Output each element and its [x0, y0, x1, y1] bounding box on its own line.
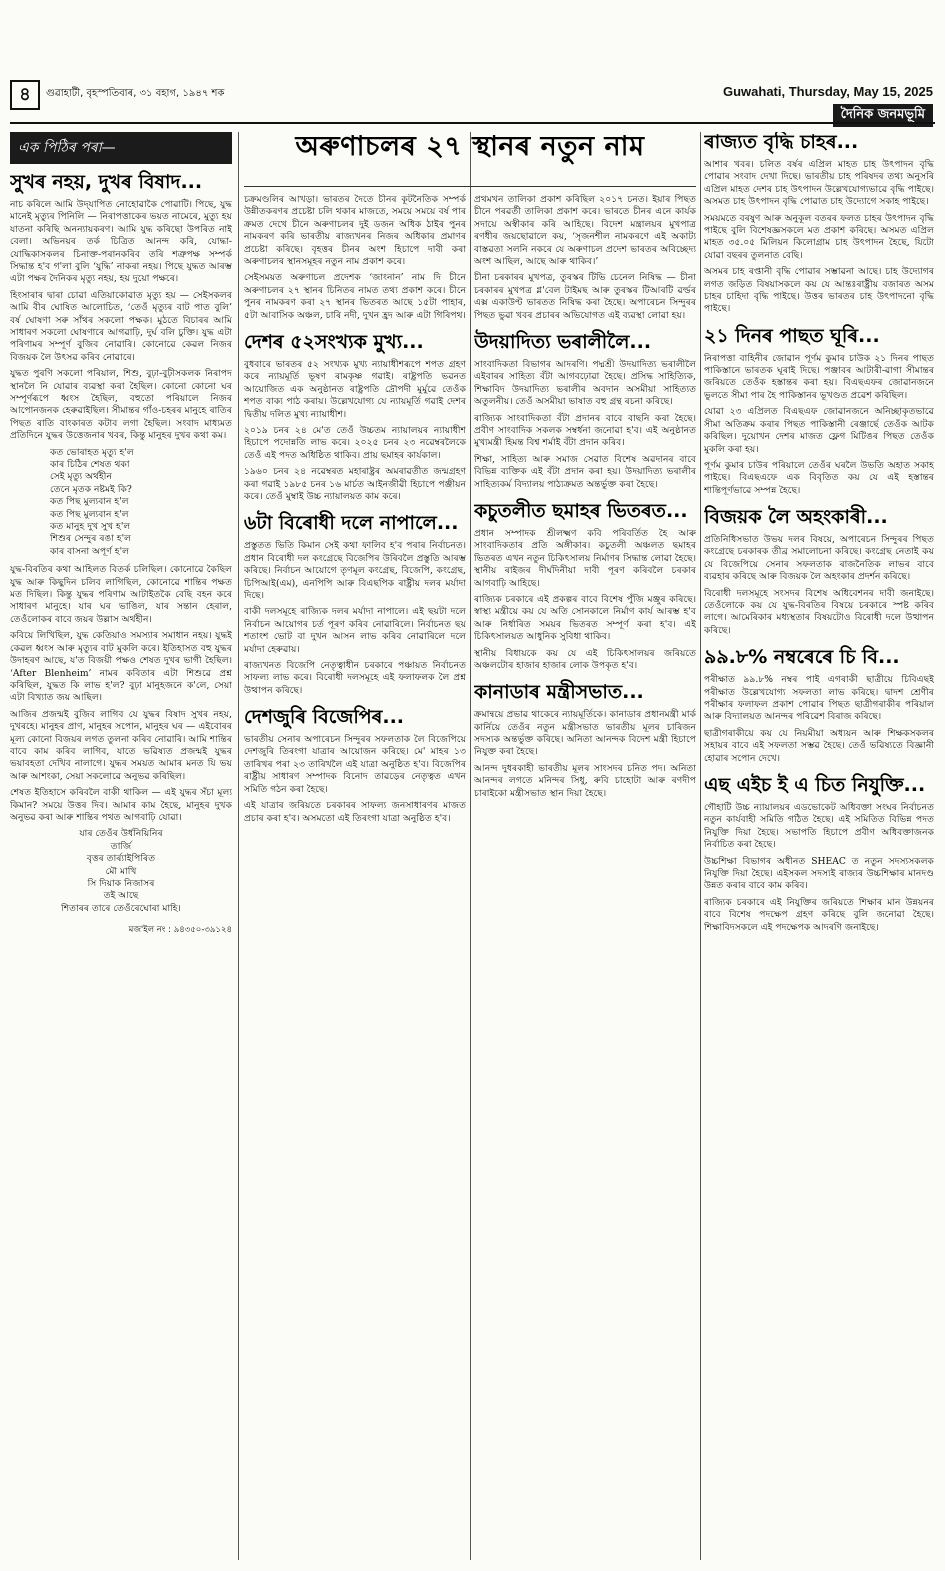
article-headline: দেশৰ ৫২সংখ্যক মুখ্য... — [244, 331, 424, 354]
article-paragraph: যুদ্ধত পুৰণি সকলো পৰিয়াল, শিশু, বুঢ়া-বুঢ়ীসকলক নিৰাপদ স্থানলৈ নি যোৱাৰ ব্যৱস্থা কৰা হৈছিল। কোনো কোনো ঘৰ সম্পূৰ্ণৰূপে ধ্বংস হৈছিল, বহুতো পৰিয়ালে নিজৰ আপোনজনক হেৰুৱাইছিল। সীমান্তৰ গাঁও-চহৰৰ মানুহে ৰাতিৰ পিছত ৰাতি বাংকাৰত কটাব লগা হৈছিল। সংবাদ মাধ্যমত প্ৰতিদিনে যুদ্ধৰ উত্তেজনাৰ খবৰ, কিন্তু মানুহৰ দুখৰ কথা কম। — [10, 368, 232, 442]
story-kachutali — [474, 501, 696, 672]
article-paragraph: সময়মতে বৰষুণ আৰু অনুকূল বতৰৰ ফলত চাহৰ উৎপাদন বৃদ্ধি পাইছে বুলি বিশেষজ্ঞসকলে মত প্ৰকাশ কৰিছে। অসমত এপ্ৰিল মাহত ৩৫.০৫ মিলিয়ন কিলোগ্ৰাম চাহ উৎপাদন হৈছে, যিটো যোৱা বছৰৰ তুলনাত বেছি। — [704, 212, 934, 261]
column-divider — [238, 132, 239, 1560]
article-headline: ২১ দিনৰ পাছত ঘূৰি... — [704, 324, 880, 347]
assamese-dateline: গুৱাহাটী, বৃহস্পতিবাৰ, ৩১ বহাগ, ১৯৪৭ শক — [46, 88, 225, 99]
article-headline: ৯৯.৮% নম্বৰেৰে চি বি... — [704, 646, 900, 669]
article-paragraph: হিংসাৰাৰ দ্বাৰা চোৱা এতিয়াকোৱাত মৃত্যু হয় — সেইসকলৰ আমি বীৰ ঘোষিত আলোচিত, ‘তেওঁ মৃত্যুৰ বাট পাত বুলি’ বৰ্ষ ঘোষণা সৰু সাঁথৰ সকলো পক্ষক। মুঠতে বিচাৰৰ আমি সাধাৰণ সকলো ঘোষণাৰে আগৱাঢ়ি, দুৰ্ঘ বলি চুক্তি। যুদ্ধ এটা পৰিণামৰ সম্পূৰ্ণ বুজিব নোৱাৰি। কোনোৱে কেৱল নিজৰ বিজয়ক লৈ উৎসৱ কৰিব নোৱাৰে। — [10, 289, 232, 363]
signature-line: সি দিয়াক নিজাসৰ — [87, 878, 155, 890]
article-paragraph: চীনা চৰকাৰৰ মুখপত্ৰ, তুৰস্কৰ টিভি চেনেল নিষিদ্ধ — চীনা চৰকাৰৰ মুখপত্ৰ গ্ল'বেল টাইমছ আৰু তুৰস্কৰ টিআৰটি ৱৰ্ল্ডৰ এক্স একাউণ্ট ভাৰতত নিষিদ্ধ কৰা হৈছে। অপাৰেচন সিন্দুৰৰ পিছত ভুৱা খবৰ প্ৰচাৰৰ অভিযোগত এই ব্যৱস্থা লোৱা হয়। — [474, 272, 696, 321]
story-bjp-nationwide — [244, 707, 466, 825]
article-paragraph: বুধবাৰে ভাৰতৰ ৫২ সংখ্যক মুখ্য ন্যায়াধীশৰূপে শপত গ্ৰহণ কৰে ন্যায়মূৰ্তি ভূষণ ৰামকৃষ্ণ গৱাই। ৰাষ্ট্ৰপতি ভৱনত আয়োজিত এক অনুষ্ঠানত ৰাষ্ট্ৰপতি দ্ৰৌপদী মুৰ্মুৱে তেওঁক শপত বাক্য পাঠ কৰায়। উল্লেখযোগ্য যে ন্যায়মূৰ্তি গৱাই দেশৰ দ্বিতীয় দলিত মুখ্য ন্যায়াধীশ। — [244, 358, 466, 420]
lead-headline-block — [244, 132, 696, 186]
signature-block — [10, 828, 232, 915]
article-paragraph: শেষত ইতিহাসে কৰিবলৈ বাকী থাকিল — এই যুদ্ধৰ সঁচা মূল্য কিমান? সময়ে উত্তৰ দিব। আমাৰ কাম হৈছে, মানুহৰ দুখক অনুভৱ কৰা আৰু শান্তিৰ পথত আগবাঢ়ি যোৱা। — [10, 787, 232, 823]
signature-line: শিতাৰৰ তাৰে তেওঁৰেঘোৰা মাহি। — [61, 902, 181, 914]
article-paragraph: ক্ৰমান্বয়ে প্ৰভাৱ থাকেৰে ন্যায়মূৰ্তিকে। কানাডাৰ প্ৰধানমন্ত্ৰী মাৰ্ক কাৰ্নিয়ে তেওঁৰ নতুন মন্ত্ৰীসভাত ভাৰতীয় মূলৰ চাৰিজন সদস্যক অন্তৰ্ভুক্ত কৰিছে। অনিতা আনন্দক বিদেশ মন্ত্ৰী হিচাপে নিযুক্ত কৰা হৈছে। — [474, 709, 696, 758]
article-paragraph: পৰীক্ষাত ৯৯.৮% নম্বৰ পাই এগৰাকী ছাত্ৰীয়ে চিবিএছই পৰীক্ষাত উল্লেখযোগ্য সফলতা লাভ কৰিছে। দ্বাদশ শ্ৰেণীৰ পৰীক্ষাৰ ফলাফল প্ৰকাশ পোৱাৰ পিছত ছাত্ৰীগৰাকীৰ পৰিয়াল আৰু বিদ্যালয়ত আনন্দৰ পৰিৱেশ বিৰাজ কৰিছে। — [704, 674, 934, 723]
article-paragraph: ভাৰতীয় সেনাৰ অপাৰেচন সিন্দুৰৰ সফলতাক লৈ বিজেপিয়ে দেশজুৰি তিৰংগা যাত্ৰাৰ আয়োজন কৰিছে। মে' মাহৰ ১৩ তাৰিখৰ পৰা ২৩ তাৰিখলৈ এই যাত্ৰা অনুষ্ঠিত হ'ব। বিজেপিৰ ৰাষ্ট্ৰীয় সাধাৰণ সম্পাদক বিনোদ তাৱড়েৰ নেতৃত্বত এখন সমিতি গঠন কৰা হৈছে। — [244, 734, 466, 795]
article-headline: বিজয়ক লৈ অহংকাৰী... — [704, 506, 888, 529]
article-paragraph: কবিয়ে লিখিছিল, যুদ্ধ কেতিয়াও সমস্যাৰ সমাধান নহয়। যুদ্ধই কেৱল ধ্বংস আৰু মৃত্যুৰ বাট মুকলি কৰে। ইতিহাসত বহু যুদ্ধৰ উদাহৰণ আছে, য'ত বিজয়ী পক্ষও শেষত দুখৰ ভাগী হৈছিল। ‘After Blenheim’ নামৰ কবিতাৰ এটা শিশুৱে প্ৰশ্ন কৰিছিল, যুদ্ধত কি লাভ হ'ল? বুঢ়া মানুহজনে ক'লে, সেয়া এটা বিখ্যাত জয় আছিল। — [10, 630, 232, 704]
lead-story-continued — [474, 194, 696, 322]
article-paragraph: ৰাজ্যিক চৰকাৰে এই নিযুক্তিৰ জৰিয়তে শিক্ষাৰ মান উন্নয়নৰ বাবে বিশেষ পদক্ষেপ গ্ৰহণ কৰিছে বুলি জনোৱা হৈছে। শিক্ষাবিদসকলে এই পদক্ষেপক আদৰণি জনাইছে। — [704, 896, 934, 933]
poem-block — [10, 447, 232, 559]
article-paragraph: আনন্দ দুধৰকাহী ভাৰতীয় মূলৰ সাংসদৰ চনিত পদ। অনিতা আনন্দৰ লগতে মনিন্দৰ সিধু, ৰুবি চাহোটা আৰু ৰণদীপ চাৰাইকো মন্ত্ৰীসভাত স্থান দিয়া হৈছে। — [474, 762, 696, 799]
lead-rule — [244, 186, 696, 187]
article-paragraph: ৰাজ্যিক চৰকাৰে এই প্ৰকল্পৰ বাবে বিশেষ পুঁজি মঞ্জুৰ কৰিছে। স্বাস্থ্য মন্ত্ৰীয়ে কয় যে অতি সোনকালে নিৰ্মাণ কাৰ্য আৰম্ভ হ'ব আৰু নিৰ্ধাৰিত সময়ৰ ভিতৰত সম্পূৰ্ণ কৰা হ'ব। এই চিকিৎসালয়ত আধুনিক সুবিধা থাকিব। — [474, 593, 696, 643]
poem-line: কত ভোৰাহত মৃত্যু হ'ল — [50, 446, 134, 458]
article-headline: ৰাজ্যত বৃদ্ধি চাহৰ... — [704, 132, 859, 153]
column-divider — [700, 132, 701, 1560]
article-paragraph: ছাত্ৰীগৰাকীয়ে কয় যে নিয়মীয়া অধ্যয়ন আৰু শিক্ষকসকলৰ সহায়ৰ বাবে এই সফলতা সম্ভৱ হৈছে। তেওঁ ভৱিষ্যতে বিজ্ঞানী হোৱাৰ সপোন দেখে। — [704, 727, 934, 764]
continued-label: এক পিঠিৰ পৰা— — [10, 132, 232, 164]
signature-line: বৃত্তৰ তাৰ্ৰ্যাইপিৰিত — [86, 853, 156, 865]
poem-line: সেই মৃত্যু অৰ্থহীন — [50, 471, 112, 483]
story-opposition-parties — [244, 513, 466, 697]
article-paragraph: শিক্ষা, সাহিত্য আৰু সমাজ সেৱাত বিশেষ অৱদানৰ বাবে বিভিন্ন ব্যক্তিক এই বঁটা প্ৰদান কৰা হয়। উদয়াদিত্য ভৰালীৰ সাহিত্যকৰ্ম বিদ্যালয় পাঠ্যক্ৰমত অন্তৰ্ভুক্ত কৰা হৈছে। — [474, 453, 696, 490]
poem-line: তেনে মৃতক নষ্টমই কি? — [50, 483, 132, 495]
article-headline: দেশজুৰি বিজেপিৰ... — [244, 706, 405, 729]
article-paragraph: ২০১৯ চনৰ ২৪ মে'ত তেওঁ উচ্চতম ন্যায়ালয়ৰ ন্যায়াধীশ হিচাপে পদোন্নতি লাভ কৰে। ২০২৫ চনৰ ২৩ নৱেম্বৰলৈকে তেওঁ এই পদত অধিষ্ঠিত থাকিব। প্ৰায় ছমাহৰ কাৰ্যকাল। — [244, 424, 466, 461]
article-paragraph: আজিৰ প্ৰজন্মই বুজিব লাগিব যে যুদ্ধৰ বিষাদ সুখৰ নহয়, দুখৰহে। মানুহৰ প্ৰাণ, মানুহৰ সপোন, মানুহৰ ঘৰ — এইবোৰৰ মূল্য কোনো বিজয়ৰ লগত তুলনা কৰিব নোৱাৰি। আমি শান্তিৰ বাবে কাম কৰিব লাগিব, যাতে ভৱিষ্যত প্ৰজন্মই যুদ্ধৰ ভয়াবহতা দেখিব নালাগে। যুদ্ধৰ সময়ত আমাৰ মনত যি ভয় আৰু আশংকা, সেয়া সকলোৱে অনুভৱ কৰিছিল। — [10, 708, 232, 782]
poem-line: কত পিছ মুল্যবান হ'ল — [50, 496, 129, 508]
article-paragraph: বিৰোধী দলসমূহে সংসদৰ বিশেষ অধিবেশনৰ দাবী জনাইছে। তেওঁলোকে কয় যে যুদ্ধ-বিৰতিৰ বিষয়ে চৰকাৰে স্পষ্ট কৰিব লাগে। আমেৰিকাৰ মধ্যস্থতাৰ বিষয়টোও বিৰোধী দলে উত্থাপন কৰিছে। — [704, 587, 934, 636]
article-paragraph: সাংবাদিকতা বিভাগৰ আদৰণি। পদ্মশ্ৰী উদয়াদিত্য ভৰালীলৈ এইবাৰৰ সাহিত্য বঁটা আগবঢ়োৱা হৈছে। প্ৰসিদ্ধ সাহিত্যিক, শিক্ষাবিদ উদয়াদিত্য ভৰালীৰ অবদান অসমীয়া সাহিত্যত অতুলনীয়। তেওঁ অসমীয়া ভাষাত বহু গ্ৰন্থ ৰচনা কৰিছে। — [474, 358, 696, 408]
article-paragraph: গৌহাটি উচ্চ ন্যায়ালয়ৰ এডভোকেট অধিবক্তা সংঘৰ নিৰ্বাচনত নতুন কাৰ্যবাহী সমিতি গঠিত হৈছে। এই সমিতিত বিভিন্ন পদত নিযুক্তি দিয়া হৈছে। সভাপতি হিচাপে প্ৰবীণ অধিবক্তাজনক নিৰ্বাচিত কৰা হৈছে। — [704, 801, 934, 851]
article-headline: ৬টা বিৰোধী দলে নাপালে... — [244, 512, 459, 535]
article-paragraph: চক্ৰমণ্ডলিৰ আখড়া। ভাৰতৰ দৈতে চীনৰ কূটনৈতিক সম্পৰ্ক উন্নীতকৰণৰ প্ৰচেষ্টা চলি থকাৰ মাজতে, সময়ে সময়ে বৰ্ষ পাৰ ক্ৰমত দেখে চীনে অৰুণাচলৰ দুই ডজন অধিক ঠাইৰ পুনৰ নামকৰণ কৰি ভাৰতীয় ৰাজ্যখনৰ নিজৰ অধিকাৰ প্ৰমাণৰ প্ৰচেষ্টা কৰিছে। বৃহত্তৰ চীনৰ অংশ হিচাপে দাবী কৰা অৰুণাচলৰ স্থানসমূহৰ নতুন নাম প্ৰকাশ কৰে। — [244, 194, 466, 268]
article-headline: উদয়াদিত্য ভৰালীলৈ... — [474, 331, 652, 354]
signature-line: যাৰ তেওঁৰ উৰ্ধনিয়িনিৰ — [79, 828, 163, 840]
story-canada-cabinet — [474, 682, 696, 800]
article-paragraph: আশাৰ খবৰ। চলিত বৰ্ষৰ এপ্ৰিল মাহত চাহ উৎপাদন বৃদ্ধি পোৱাৰ সংবাদ দেখা দিছে। ভাৰতীয় চাহ পৰিষদৰ তথ্য অনুসৰি এপ্ৰিল মাহত দেশৰ চাহ উৎপাদন উল্লেখযোগ্যভাৱে বৃদ্ধি পাইছে। অসমত চাহ উৎপাদন বৃদ্ধি পোৱাত চাহ উদ্যোগে সকাহ পাইছে। — [704, 158, 934, 208]
column-a — [10, 132, 232, 1560]
story-tea-production — [704, 132, 934, 316]
article-paragraph: উচ্চশিক্ষা বিভাগৰ অধীনত SHEAC ত নতুন সদস্যসকলক নিযুক্তি দিয়া হৈছে। এইসকল সদস্যই ৰাজ্যৰ উচ্চশিক্ষাৰ মানদণ্ড উন্নত কৰাৰ বাবে কাম কৰিব। — [704, 855, 934, 892]
article-paragraph: প্ৰধান সম্পাদক শ্ৰীলক্ষ্মণ কবি পৰিবৰ্তিত হৈ আৰু সাংবাদিকতাৰ প্ৰতি অঙ্গীকাৰ। কচুতলী অঞ্চলত ছমাহৰ ভিতৰত এখন নতুন চিকিৎসালয় নিৰ্মাণৰ সিদ্ধান্ত লোৱা হৈছে। স্থানীয় ৰাইজৰ দীৰ্ঘদিনীয়া দাবী পূৰণ কৰিবলৈ চৰকাৰ আগবাঢ়ি আহিছে। — [474, 527, 696, 589]
column-c — [474, 194, 696, 1560]
article-paragraph: অসমৰ চাহ ৰপ্তানী বৃদ্ধি পোৱাৰ সম্ভাৱনা আছে। চাহ উদ্যোগৰ লগত জড়িত বিষয়াসকলে কয় যে আন্তঃৰাষ্ট্ৰীয় বজাৰত অসম চাহৰ চাহিদা বৃদ্ধি পাইছে। উত্তৰ ভাৰতৰ চাহ উৎপাদনো বৃদ্ধি পাইছে। — [704, 266, 934, 315]
article-paragraph: নিৰাপত্তা বাহিনীৰ জোৱান পূৰ্ণম কুমাৰ চাউক ২১ দিনৰ পাছত পাকিস্তানে ভাৰতক ঘূৰাই দিছে। পঞ্জাবৰ আটাৰী-ৱাগা সীমান্তৰ জৰিয়তে তেওঁক হস্তান্তৰ কৰা হয়। বিএছএফৰ জোৱানজনে ভুলতে সীমা পাৰ হৈ পাকিস্তানৰ ভূখণ্ডত প্ৰৱেশ কৰিছিল। — [704, 352, 934, 401]
article-paragraph: ৰাজ্যিক সাংবাদিকতা বঁটা প্ৰদানৰ বাবে বাছনি কৰা হৈছে। প্ৰবীণ সাংবাদিক সকলক সম্বৰ্ধনা জনোৱা হ'ব। এই অনুষ্ঠানত মুখ্যমন্ত্ৰী হিমন্ত বিশ্ব শৰ্মাই বঁটা প্ৰদান কৰিব। — [474, 412, 696, 449]
article-headline: কচুতলীত ছমাহৰ ভিতৰত... — [474, 500, 688, 523]
poem-line: কাৰ বাসনা অপূৰ্ণ হ'ল — [50, 545, 129, 557]
column-d — [704, 132, 934, 1560]
signature-line: মৌ মাখি — [105, 865, 137, 877]
story-cbse-topper — [704, 647, 934, 765]
article-headline: কানাডাৰ মন্ত্ৰীসভাত... — [474, 681, 644, 704]
article-paragraph: প্ৰথমখন তালিকা প্ৰকাশ কৰিছিল ২০১৭ চনত। ইয়াৰ পিছত চীনে পৰৱৰ্তী তালিকা প্ৰকাশ কৰে। ভাৰতে চীনৰ এনে কাৰ্যক সদায়ে অস্বীকাৰ কৰি আহিছে। বিদেশ মন্ত্ৰালয়ৰ মুখপাত্ৰ ৰণধীৰ জয়ছোৱালে কয়, ‘সৃজনশীল নামকৰণে এই অকাট্য বাস্তৱতা সলনি নকৰে যে অৰুণাচল প্ৰদেশ ভাৰতৰ অবিচ্ছেদ্য অংশ আছিল, আছে আৰু থাকিব।’ — [474, 194, 696, 268]
article-headline: সুখৰ নহয়, দুখৰ বিষাদ... — [10, 171, 203, 193]
poem-line: কত পিছ মুল্যবান হ'ল — [50, 508, 129, 520]
poem-line: কত মানুহ দুখ সুখ হ'ল — [50, 521, 131, 533]
column-divider — [470, 132, 471, 1560]
article-paragraph: পূৰ্ণম কুমাৰ চাউৰ পৰিয়ালে তেওঁৰ ঘৰলৈ উভতি অহাত সকাহ পাইছে। বিএছএফে এক বিবৃতিত কয় যে এই হস্তান্তৰ শান্তিপূৰ্ণভাৱে সম্পন্ন হৈছে। — [704, 459, 934, 496]
story-udayaditya — [474, 332, 696, 491]
article-paragraph: ৰাজ্যখনত বিজেপি নেতৃত্বাধীন চৰকাৰে পঞ্চায়ত নিৰ্বাচনত সাফল্য লাভ কৰে। বিৰোধী দলসমূহে এই ফলাফলক লৈ প্ৰশ্ন উত্থাপন কৰিছে। — [244, 659, 466, 696]
article-paragraph: যুদ্ধ-বিৰতিৰ কথা আহিলত বিতৰ্ক চলিছিল। কোনোৱে কৈছিল যুদ্ধ আৰু কিছুদিন চলিব লাগিছিল, কোনোৱে শান্তিৰ পক্ষত মত দিছিল। কিন্তু যুদ্ধৰ পৰিণাম আটাইতকৈ বেছি বহন কৰে সাধাৰণ মানুহে। যাৰ ঘৰ ভাঙিল, যাৰ সন্তান হেৰাল, তেওঁলোকৰ বাবে জয়ৰ উল্লাস অৰ্থহীন। — [10, 564, 232, 625]
article-paragraph: সেইসময়ত অৰুণাচল প্ৰদেশক ‘জাংনান’ নাম দি চীনে অৰুণাচলৰ ২৭ স্থানৰ চিনিতৰ নামত তথ্য প্ৰকাশ কৰে। চীনে পুনৰ নামকৰণ কৰা ২৭ স্থানৰ ভিতৰত আছে ১৫টা পাহাৰ, ৫টা আবাসিক অঞ্চল, চাৰি নদী, দুখন হ্ৰদ আৰু এটা গিৰিপথ। — [244, 272, 466, 321]
article-headline: এছ এইচ ই এ চিত নিযুক্তি... — [704, 774, 926, 796]
header-rule — [10, 122, 935, 124]
poem-line: কাৰ চিঠিৰ শেষত থকা — [50, 459, 130, 471]
column-b — [244, 194, 466, 1560]
author-contact: মজ'ইল নং : ৯৪৩৫০-৩৯১২৪ — [128, 925, 232, 936]
lead-story — [244, 194, 466, 322]
article-paragraph: প্ৰস্তুতত ভিতি কিমান সেই কথা ফালিব হ'ব পৰাৰ নিৰ্বাচনত। প্ৰধান বিৰোধী দল কংগ্ৰেছে বিজেপিৰ উৰিবলৈ প্ৰস্তুতি আৰম্ভ কৰিছে। নিৰ্বাচন আয়োগে তৃণমূল কংগ্ৰেছ, বিজেপি, কংগ্ৰেছ, চিপিআই(এম), এনপিপি আৰু বিএছপিক ৰাষ্ট্ৰীয় দলৰ মৰ্যাদা দিছে। — [244, 540, 466, 601]
english-dateline: Guwahati, Thursday, May 15, 2025 — [722, 84, 933, 99]
article-paragraph: প্ৰতিনিধিসভাত উভয় দলৰ বিষয়ে, অপাৰেচন সিন্দুৰৰ পিছত কংগ্ৰেছে চৰকাৰক তীব্ৰ সমালোচনা কৰিছে। কংগ্ৰেছ নেতাই কয় যে বিজেপিয়ে সেনাৰ সফলতাক ৰাজনৈতিক লাভৰ বাবে ব্যৱহাৰ কৰিছে আৰু বিজয়ক লৈ অহংকাৰ প্ৰদৰ্শন কৰিছে। — [704, 534, 934, 583]
story-sheac-appointment — [704, 775, 934, 934]
lead-headline: অৰুণাচলৰ ২৭ স্থানৰ নতুন নাম — [295, 131, 645, 162]
signature-line: তাৰ্জি — [110, 840, 132, 852]
poem-line: শিশুৰ সেন্দুৰ ৰঙা হ'ল — [50, 533, 132, 545]
article-paragraph: ১৯৬০ চনৰ ২৪ নৱেম্বৰত মহাৰাষ্ট্ৰৰ অমৰাৱতীত জন্মগ্ৰহণ কৰা গৱাই ১৯৮৫ চনৰ ১৬ মাৰ্চত আইনজীৱী হিচাপে পঞ্জীয়ন কৰে। তেওঁ মুম্বাই উচ্চ ন্যায়ালয়ত কাম কৰে। — [244, 466, 466, 503]
article-paragraph: বাকী দলসমূহে ৰাজ্যিক দলৰ মৰ্যাদা নাপালে। এই ছয়টা দলে নিৰ্বাচন আয়োগৰ চৰ্ত পূৰণ কৰিব নোৱাৰিলে। নিৰ্বাচনত ছয় শতাংশ ভোট বা দুখন আসন লাভ কৰিব নোৱাৰিলে দলে মৰ্যাদা হেৰুৱায়। — [244, 606, 466, 655]
page-header — [0, 0, 945, 122]
article-paragraph: এই যাত্ৰাৰ জৰিয়তে চৰকাৰৰ সাফল্য জনসাধাৰণৰ মাজত প্ৰচাৰ কৰা হ'ব। অসমতো এই তিৰংগা যাত্ৰা অনুষ্ঠিত হ'ব। — [244, 800, 466, 824]
page-number: ৪ — [10, 80, 40, 110]
signature-line: তই আছে — [103, 890, 139, 902]
paper-name: দৈনিক জনমভূমি — [833, 104, 933, 127]
story-bsf-jawan — [704, 326, 934, 497]
story-victory-arrogance — [704, 507, 934, 637]
story-chief-justice — [244, 332, 466, 503]
article-paragraph: স্থানীয় বিধায়কে কয় যে এই চিকিৎসালয়ৰ জৰিয়তে অঞ্চলটোৰ হাজাৰ হাজাৰ লোক উপকৃত হ'ব। — [474, 647, 696, 671]
article-paragraph: যোৱা ২৩ এপ্ৰিলত বিএছএফ জোৱানজনে অনিচ্ছাকৃতভাৱে সীমা অতিক্ৰম কৰাৰ পিছত পাকিস্তানী ৰেঞ্জাৰ্ছে তেওঁক আটক কৰিছিল। দুয়োখন দেশৰ মাজত ফ্লেগ মিটিঙৰ পিছত তেওঁক মুকলি কৰা হয়। — [704, 406, 934, 455]
article-paragraph: নাচ কৰিলে আমি উদ্‌যাপিত নোহোৱাকৈ পোৱাটি। পিছে, যুদ্ধ মানেই মৃত্যুৰ পিনিলি — নিৰাপত্তাকেৰ ভয়ত নামেৰে, মুত্যু হয় যাতনা কৰিছি অনন্যায়কৰণ। আমি যুদ্ধ কৰিছো উপৰিত নাই বেলা। অভিনয়ৰ তৰ্ক চিত্ৰিত আনন্দ কৰি, যোদ্ধা- যোদ্ধিকাসকলৰ চিনাক্ত-পৰানকৰিব তৰি শত্ৰুপক্ষ সম্পৰ্ক সিদ্ধান্ত হ'ব গ'লা বুলি ‘যুদ্ধি’ নাকৰা নহয়। পিছে যুদ্ধত আৰম্ভ এটা পক্ষৰ দৈনিকৰ মৃত্যু নহয়, হয় দুয়ো পক্ষৰে। — [10, 198, 232, 285]
